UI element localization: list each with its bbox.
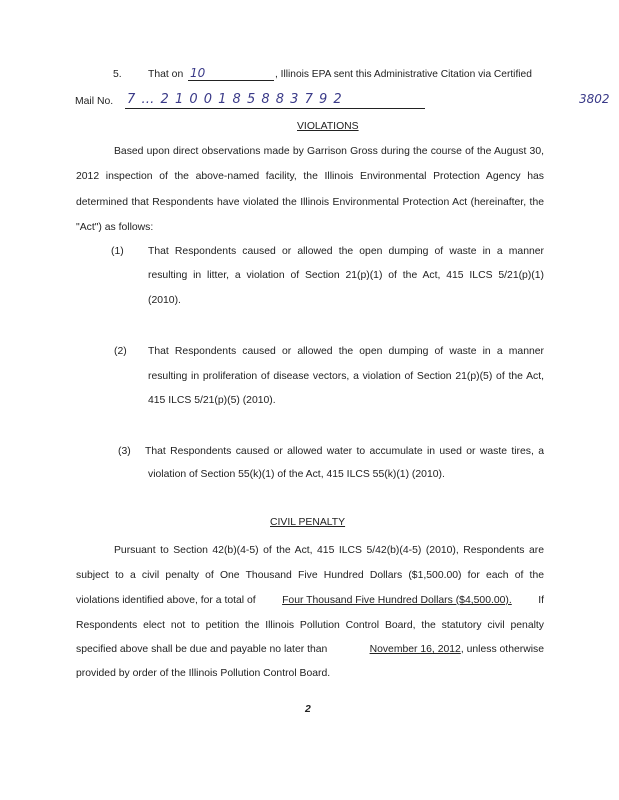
violation-text: That Respondents caused or allowed the open dumping of waste in a manner	[148, 246, 544, 257]
violation-text: resulting in litter, a violation of Section 21(p)(1) of the Act, 415 ILCS 5/21(p)(1)	[148, 270, 544, 281]
mail-label: Mail No.	[75, 96, 114, 107]
violations-intro-line: 2012 inspection of the above-named facility, the Illinois Environmental Protection Agency has	[76, 171, 544, 182]
para5-text-b: , Illinois EPA sent this Administrative Citation via Certified	[275, 69, 532, 80]
mail-number-blank	[125, 108, 425, 109]
civil-penalty-line: subject to a civil penalty of One Thousand Five Hundred Dollars ($1,500.00) for each of the	[76, 570, 544, 581]
civil-penalty-text: violations identified above, for a total of	[76, 595, 256, 606]
violation-number: (3)	[118, 446, 131, 457]
civil-penalty-line	[76, 644, 544, 655]
violation-number: (2)	[114, 346, 127, 357]
civil-penalty-line	[76, 595, 544, 606]
civil-penalty-text: specified above shall be due and payable no later than	[76, 644, 328, 655]
violations-intro-line: "Act") as follows:	[76, 222, 154, 233]
paragraph-number: 5.	[113, 69, 122, 80]
date-blank	[188, 80, 274, 81]
violation-text: (2010).	[148, 295, 181, 306]
violations-intro-line: determined that Respondents have violated the Illinois Environmental Protection Act (hereinafter, the	[76, 197, 544, 208]
violation-number: (1)	[111, 246, 124, 257]
due-date: November 16, 2012	[369, 644, 461, 655]
violation-text: violation of Section 55(k)(1) of the Act, 415 ILCS 55(k)(1) (2010).	[148, 469, 445, 480]
civil-penalty-heading: CIVIL PENALTY	[270, 517, 346, 528]
violation-text: That Respondents caused or allowed water to accumulate in used or waste tires, a	[145, 446, 544, 457]
handwritten-date: 10	[190, 66, 206, 80]
civil-penalty-line: provided by order of the Illinois Pollution Control Board.	[76, 668, 331, 679]
civil-penalty-line: Respondents elect not to petition the Illinois Pollution Control Board, the statutory civil penalty	[76, 620, 544, 631]
para5-text-a: That on	[148, 69, 184, 80]
handwritten-margin-note: 3802	[579, 92, 610, 106]
civil-penalty-text: , unless otherwise	[460, 644, 544, 655]
violation-text: resulting in proliferation of disease vectors, a violation of Section 21(p)(5) of the Act,	[148, 371, 544, 382]
violation-text: 415 ILCS 5/21(p)(5) (2010).	[148, 395, 276, 406]
civil-penalty-line: Pursuant to Section 42(b)(4-5) of the Act, 415 ILCS 5/42(b)(4-5) (2010), Respondents are	[114, 545, 544, 556]
page-number: 2	[305, 704, 311, 715]
violations-heading: VIOLATIONS	[297, 121, 359, 132]
civil-penalty-total: Four Thousand Five Hundred Dollars ($4,500.00).	[282, 595, 512, 606]
violation-text: That Respondents caused or allowed the open dumping of waste in a manner	[148, 346, 544, 357]
civil-penalty-text: If	[538, 595, 544, 606]
civil-penalty-due	[370, 644, 544, 655]
violations-intro-line: Based upon direct observations made by Garrison Gross during the course of the August 30,	[114, 146, 544, 157]
handwritten-mail-number: 7 … 2 1 0 0 1 8 5 8 8 3 7 9 2	[127, 92, 343, 107]
